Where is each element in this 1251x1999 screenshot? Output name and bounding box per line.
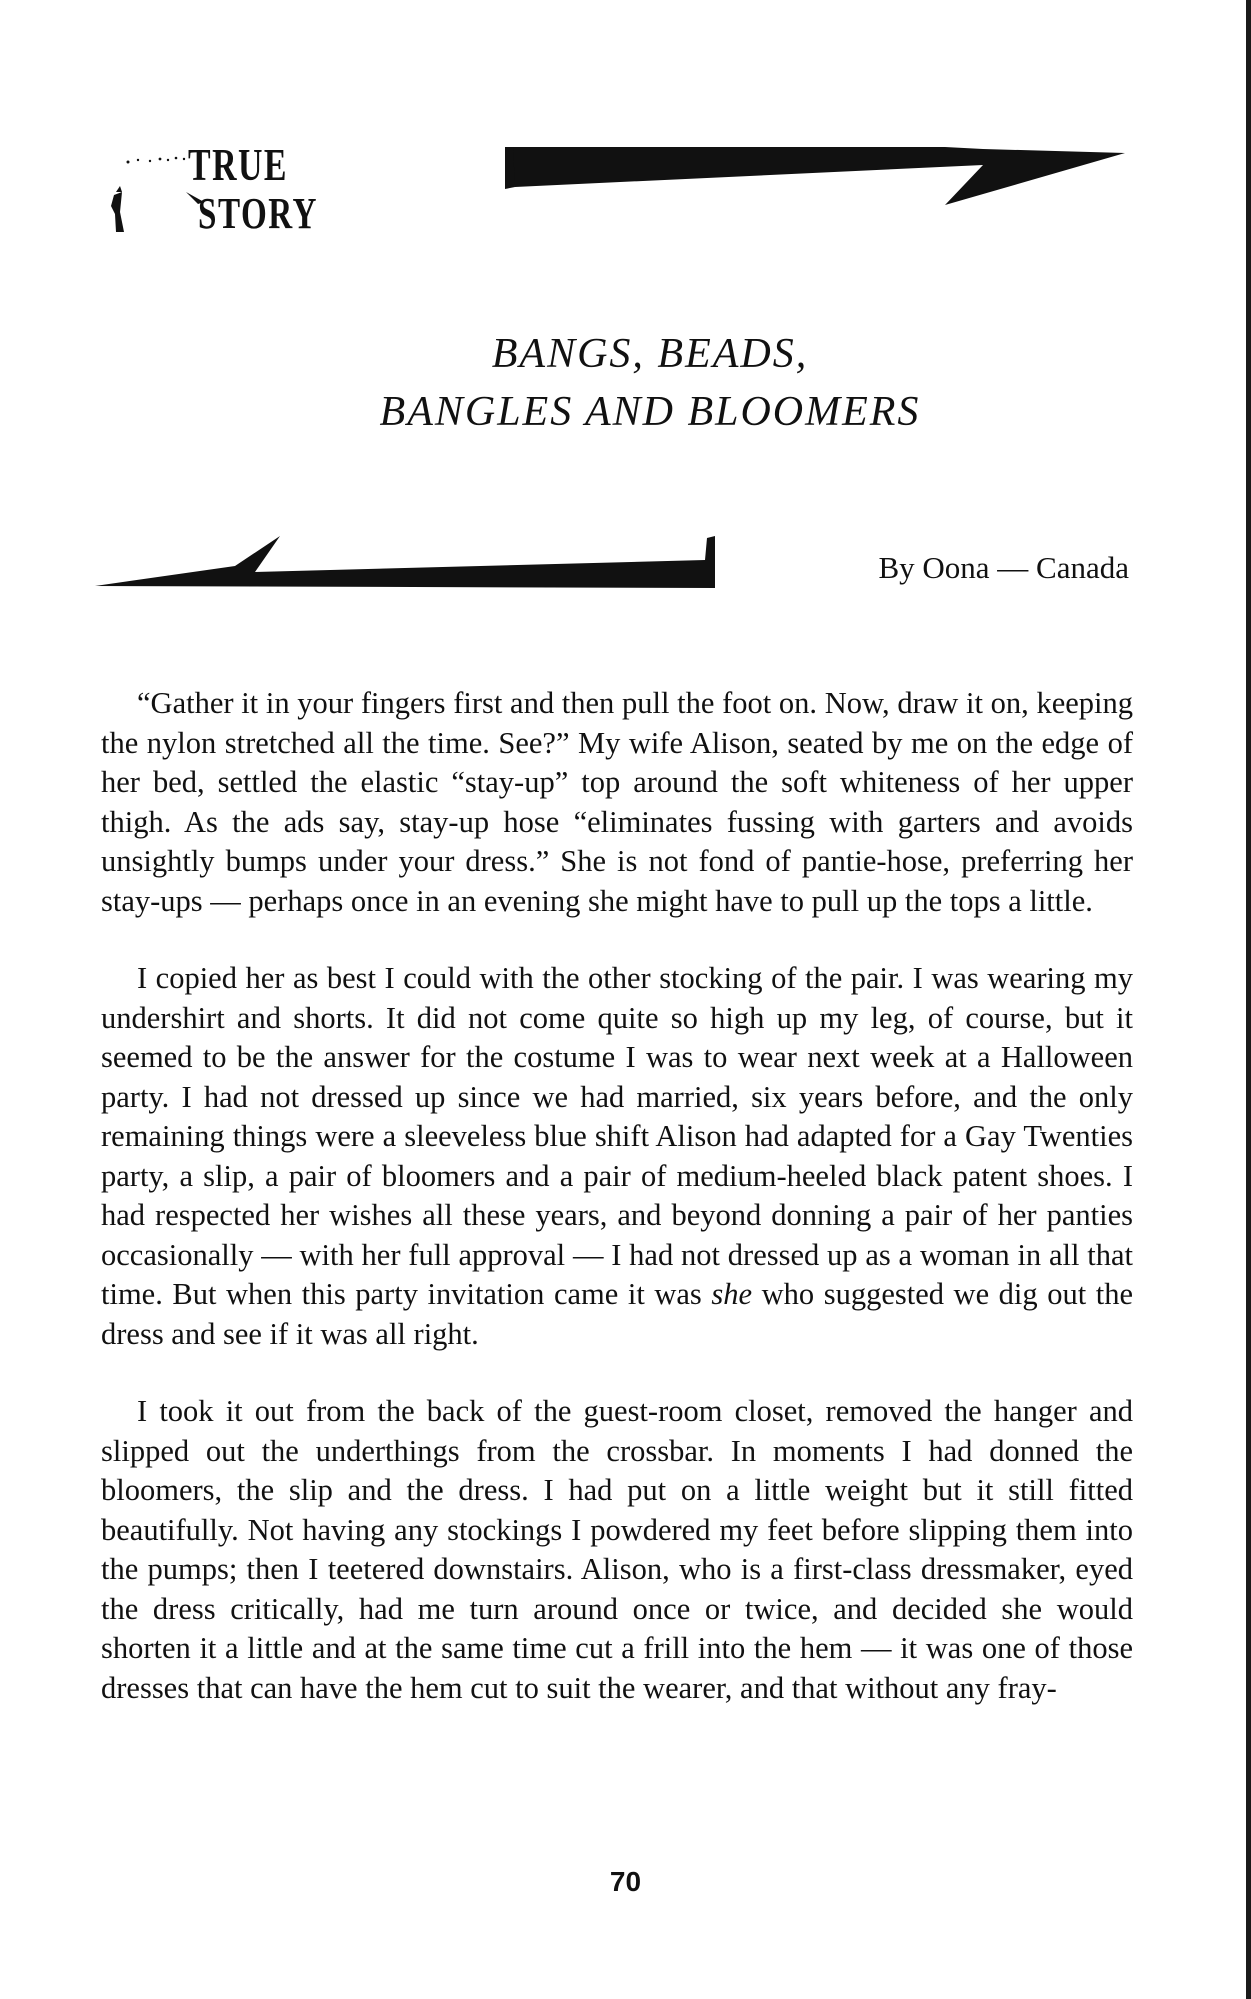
byline: By Oona — Canada xyxy=(878,550,1129,585)
paragraph-1: “Gather it in your fingers first and then pull the foot on. Now, draw it on, keeping the nylon stretched all the time. See?” My wife Alison, seated by me on the edge of her bed, settled the elastic “stay-up” top around the soft whiteness of her upper thigh. As the ads say, stay-up hose “eliminates fussing with garters and avoids unsightly bumps under your dress.” She is not fond of pantie-hose, preferring her stay-ups — perhaps once in an evening she might have to pull up the tops a little. xyxy=(101,686,1133,918)
article-title-line-2: BANGLES AND BLOOMERS xyxy=(379,389,921,435)
paragraph-3: I took it out from the back of the guest-room closet, removed the hanger and slipped out the underthings from the crossbar. In moments I had donned the bloomers, the slip and the dress. I had put on a little weight but it still fitted beautifully. Not having any stockings I powdered my feet before slipping them into the pumps; then I teetered downstairs. Alison, who is a first-class dressmaker, eyed the dress critically, had me turn around once or twice, and decided she would shorten it a little and at the same time cut a frill into the hem — it was one of those dresses that can have the hem cut to suit the wearer, and that without any fray- xyxy=(101,1394,1133,1705)
true-story-logo xyxy=(108,139,338,238)
true-story-logo-icon xyxy=(108,139,338,238)
decorative-banner-bottom xyxy=(95,536,715,588)
paragraph-2-emphasis: she xyxy=(711,1277,753,1311)
paragraph-2 xyxy=(101,959,1133,1354)
article-title xyxy=(250,325,1050,441)
page-edge-rule xyxy=(1246,0,1251,1999)
article-title-line-1: BANGS, BEADS, xyxy=(491,331,809,377)
logo-text-story: STORY xyxy=(198,189,318,238)
decorative-banner-top xyxy=(505,145,1125,207)
paragraph-2-main: I copied her as best I could with the other stocking of the pair. I was wearing my undershirt and shorts. It did not come quite so high up my leg, of course, but it seemed to be the answer for the costume I was to wear next week at a Halloween party. I had not dressed up since we had married, six years before, and the only remaining things were a sleeveless blue shift Alison had adapted for a Gay Twenties party, a slip, a pair of bloomers and a pair of medium-heeled black patent shoes. I had respected her wishes all these years, and beyond donning a pair of her panties occasionally — with her full approval — I had not dressed up as a woman in all that time. But when this party invitation came it was xyxy=(101,961,1133,1311)
paragraph-2-end: who suggested we dig out the dress and see if it was all right. xyxy=(101,1277,1133,1351)
page-number: 70 xyxy=(609,1866,642,1897)
article-body xyxy=(101,684,1133,1746)
logo-text-true: TRUE xyxy=(188,139,288,190)
